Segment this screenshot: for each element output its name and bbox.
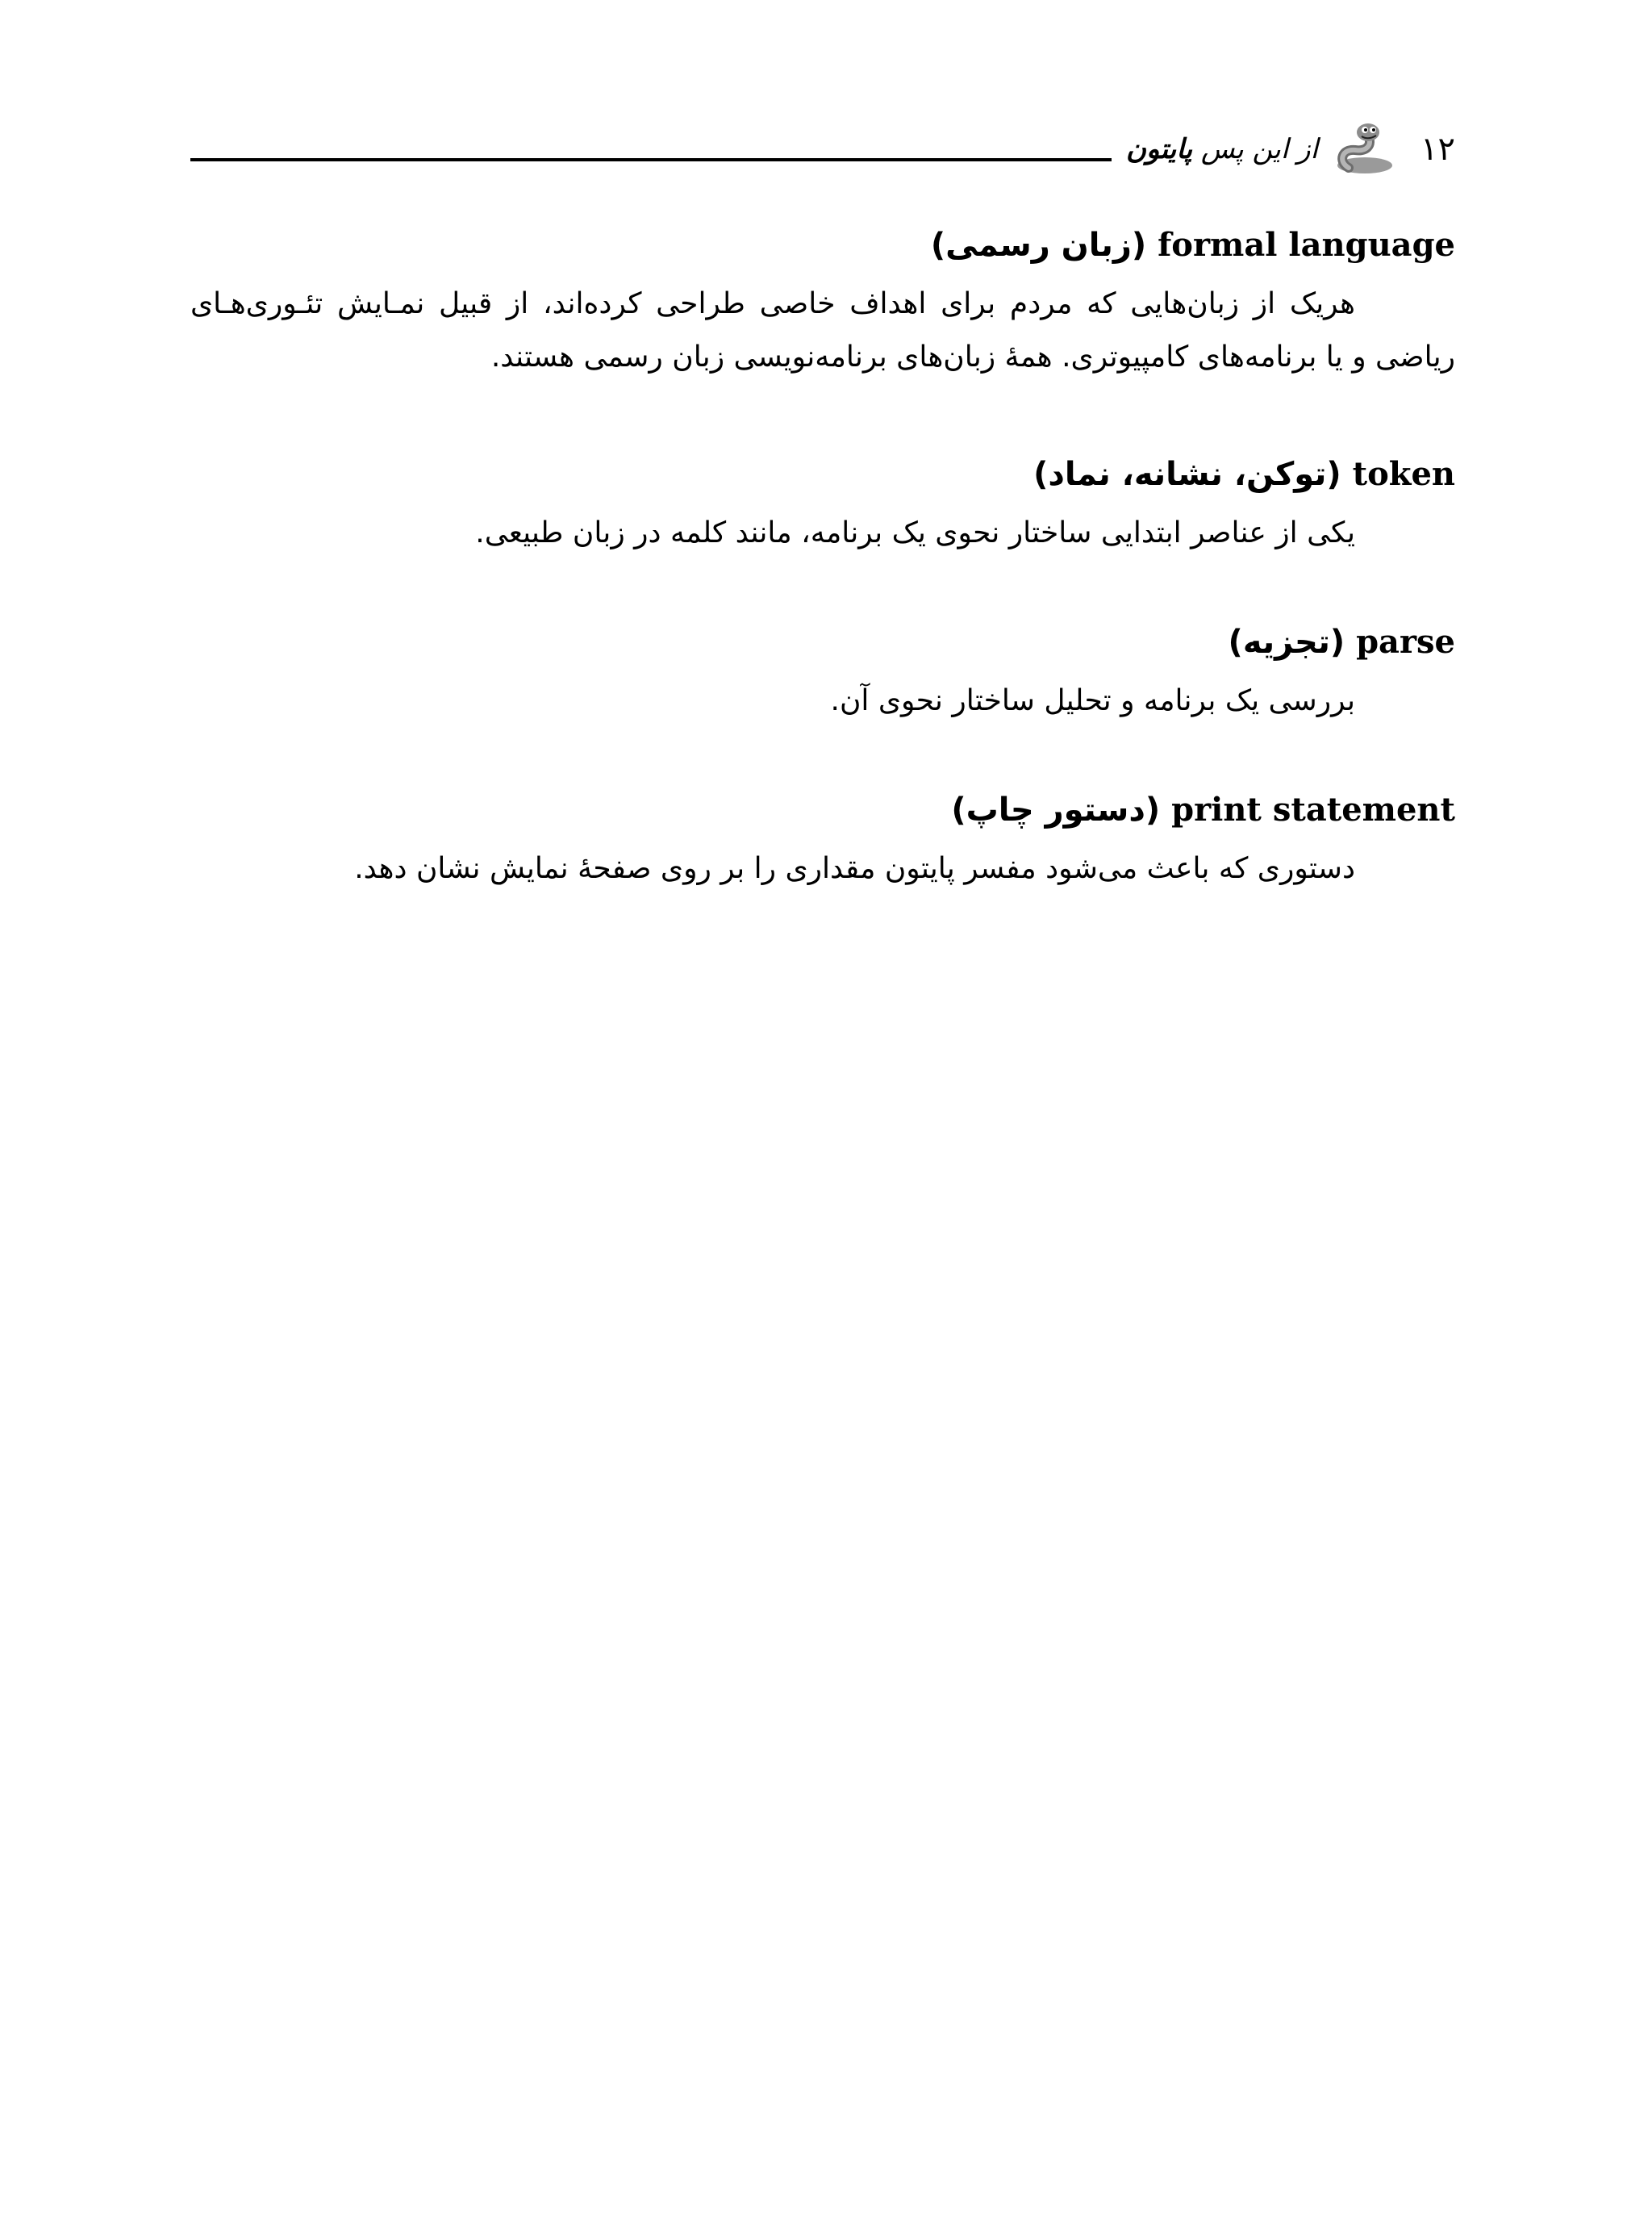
glossary-entry-print-statement — [190, 786, 1455, 896]
book-title — [1126, 121, 1318, 178]
glossary-definition: بررسی یک برنامه و تحلیل ساختار نحوی آن. — [830, 684, 1355, 717]
term-english: parse — [1356, 623, 1455, 661]
term-persian: (توکن، نشانه، نماد) — [1033, 456, 1341, 493]
glossary-definition: دستوری که باعث می‌شود مفسر پایتون مقداری را بر روی صفحهٔ نمایش نشان دهد. — [354, 852, 1355, 885]
glossary-definition: یکی از عناصر ابتدایی ساختار نحوی یک برنامه، مانند کلمه در زبان طبیعی. — [475, 516, 1355, 549]
term-persian: (دستور چاپ) — [951, 792, 1161, 829]
glossary-entry-formal-language — [190, 221, 1455, 384]
glossary-term — [190, 450, 1455, 499]
term-persian: (زبان رسمی) — [930, 227, 1147, 264]
page-header — [190, 121, 1455, 178]
book-title-brand: پایتون — [1126, 133, 1193, 165]
glossary-definition: هریک از زبان‌هایی که مردم برای اهداف خاصی طراحی کرده‌اند، از قبیل نمـایش تئـوری‌هـای ریاضی و یا برنامه‌های کامپیوتری. همهٔ زبان‌های برنامه‌نویسی زبان رسمی هستند. — [190, 287, 1455, 374]
glossary-term — [190, 221, 1455, 269]
header-rule — [190, 158, 1112, 161]
term-english: print statement — [1171, 791, 1455, 829]
page-number: ۱۲ — [1420, 131, 1455, 168]
glossary-entry-token — [190, 450, 1455, 560]
glossary-term — [190, 618, 1455, 666]
python-snake-mascot-icon — [1331, 121, 1397, 178]
term-english: formal language — [1158, 226, 1455, 264]
glossary-term — [190, 786, 1455, 834]
term-english: token — [1352, 455, 1455, 493]
term-persian: (تجزیه) — [1228, 624, 1345, 661]
glossary-entry-parse — [190, 618, 1455, 728]
book-title-prefix: از این پس — [1200, 133, 1318, 165]
